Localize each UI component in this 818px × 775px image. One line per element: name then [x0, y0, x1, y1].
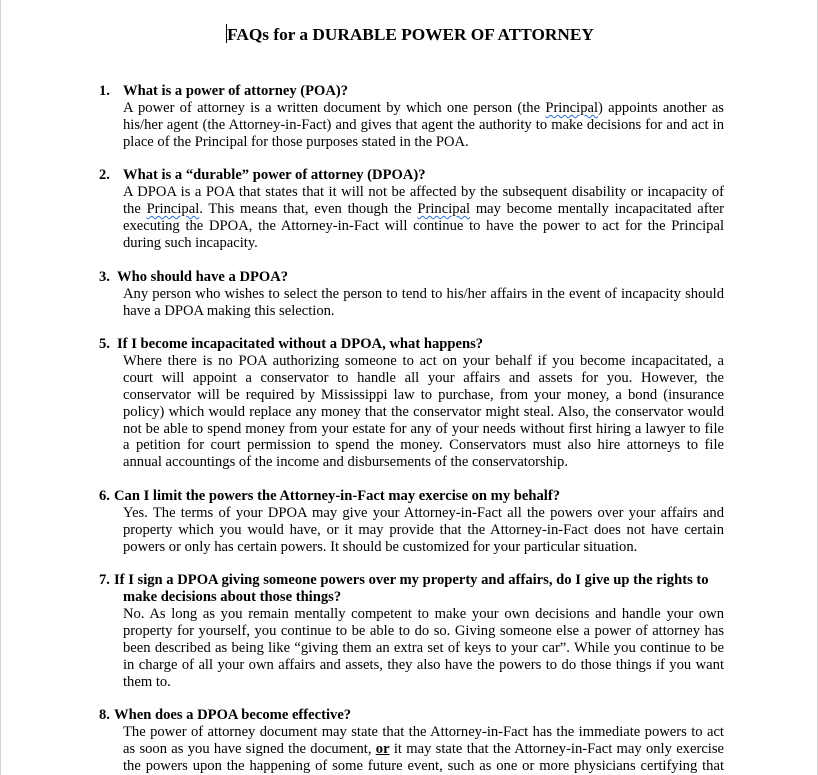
faq-number: 1. — [99, 83, 110, 99]
answer-line: property which you would have, or it may provide that the Attorney-in-Fact does not have certain — [123, 521, 724, 538]
faq-question-text: If I sign a DPOA giving someone powers over my property and affairs, do I give up the rights to — [114, 572, 709, 588]
document-title: FAQs for a DURABLE POWER OF ATTORNEY — [227, 25, 594, 44]
faq-number: 2. — [99, 167, 110, 183]
faq-answer — [123, 606, 724, 690]
answer-line: court will appoint a conservator to handle all your affairs and assets for you. However, the — [123, 369, 724, 386]
answer-line: conservator will be required by Mississippi law to purchase, from your money, a bond (insurance — [123, 386, 724, 403]
faq-answer — [123, 505, 724, 556]
faq-question-text: Who should have a DPOA? — [117, 269, 289, 285]
faq-number: 7. — [99, 572, 110, 588]
answer-line: a petition for court permission to spend the money. Conservators must also hire attorneys to file — [123, 437, 724, 454]
faq-answer — [123, 184, 724, 252]
faq-question-text-cont: make decisions about those things? — [123, 589, 342, 605]
faq-answer — [123, 286, 724, 320]
faq-question-text: What is a “durable” power of attorney (DPOA)? — [123, 167, 426, 183]
answer-line: not be able to spend money from your estate for any of your needs without first hiring a lawyer to file — [123, 420, 724, 437]
answer-line: Yes. The terms of your DPOA may give your Attorney-in-Fact all the powers over your affairs and — [123, 505, 724, 521]
faq-answer — [123, 724, 724, 775]
answer-line: No. As long as you remain mentally competent to make your own decisions and handle your own — [123, 606, 724, 622]
answer-line: executing the DPOA, the Attorney-in-Fact will continue to have the power to act for the Principal — [123, 217, 724, 234]
answer-line: place of the Principal for those purposes stated in the POA. — [123, 133, 469, 150]
answer-line: them to. — [123, 673, 171, 690]
answer-line: been described as being like “giving them an extra set of keys to your car”. While you continue to be — [123, 639, 724, 656]
answer-line: A power of attorney is a written document by which one person (the Principal) appoints another as — [123, 100, 724, 116]
faq-answer — [123, 100, 724, 151]
answer-line: have a DPOA making this selection. — [123, 302, 335, 319]
answer-line: his/her agent (the Attorney-in-Fact) and gives that agent the authority to make decisions for and act in — [123, 116, 724, 133]
faq-question-text: If I become incapacitated without a DPOA, what happens? — [117, 336, 484, 352]
faq-number: 8. — [99, 707, 110, 723]
answer-line: property for yourself, you continue to be able to do so. Giving someone else a power of attorney has — [123, 622, 724, 639]
answer-line: A DPOA is a POA that states that it will not be affected by the subsequent disability or incapacity of — [123, 184, 724, 200]
answer-line: during such incapacity. — [123, 234, 258, 251]
answer-line: powers or only has certain powers. It should be customized for your particular situation. — [123, 538, 638, 555]
faq-number: 3. — [99, 269, 110, 285]
answer-line: policy) which would replace any money that the conservator might steal. Also, the conservator would — [123, 403, 724, 420]
answer-line: in charge of all your own affairs and assets, they also have the powers to do those things if you want — [123, 656, 724, 673]
answer-line: the Principal. This means that, even though the Principal may become mentally incapacitated after — [123, 200, 724, 217]
faq-question-text: Can I limit the powers the Attorney-in-Fact may exercise on my behalf? — [114, 488, 560, 504]
answer-line: as soon as you have signed the document, or it may state that the Attorney-in-Fact may only exercise — [123, 740, 725, 757]
answer-line: Where there is no POA authorizing someone to act on your behalf if you become incapacitated, a — [123, 353, 724, 369]
faq-question-text: When does a DPOA become effective? — [114, 707, 352, 723]
faq-answer — [123, 353, 724, 471]
answer-line: annual accountings of the income and disbursements of the conservatorship. — [123, 454, 568, 471]
answer-line: Any person who wishes to select the person to tend to his/her affairs in the event of incapacity should — [123, 286, 724, 302]
answer-line: The power of attorney document may state that the Attorney-in-Fact has the immediate powers to act — [123, 724, 724, 740]
answer-line: the powers upon the happening of some future event, such as one or more physicians certifying that — [123, 757, 724, 774]
faq-question-text: What is a power of attorney (POA)? — [123, 83, 349, 99]
faq-number: 5. — [99, 336, 110, 352]
faq-number: 6. — [99, 488, 110, 504]
